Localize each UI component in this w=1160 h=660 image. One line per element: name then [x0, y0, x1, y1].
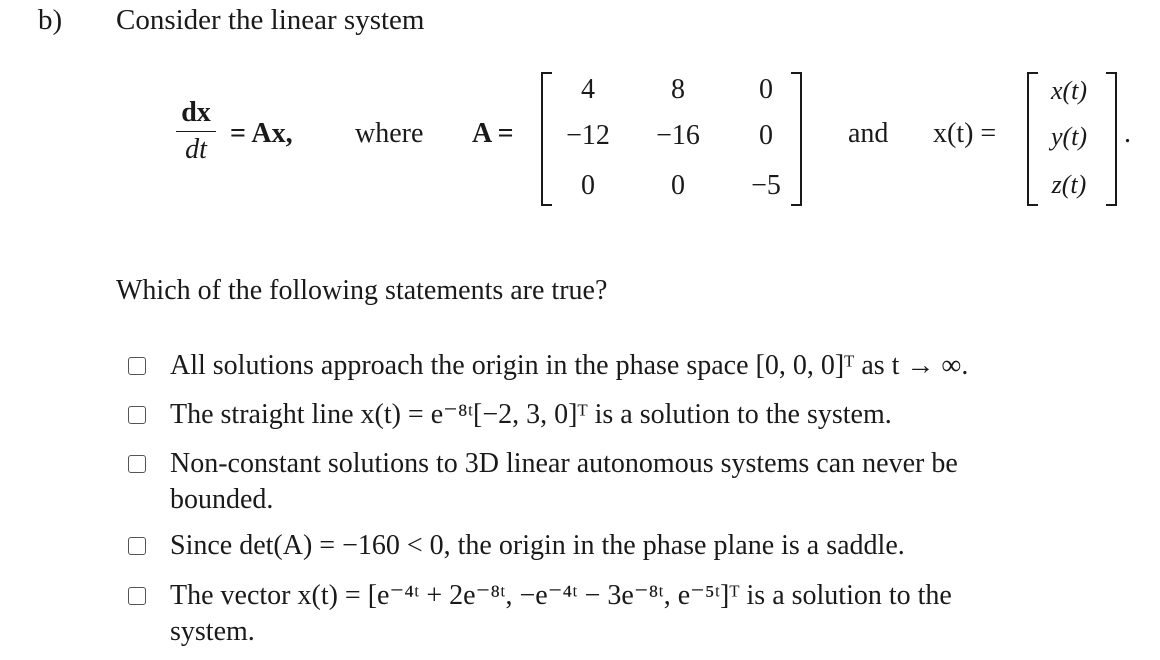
intro-text: Consider the linear system [116, 4, 425, 36]
question-text: Which of the following statements are true? [116, 275, 608, 306]
option-checkbox[interactable] [128, 587, 146, 605]
matrix-left-bracket [541, 72, 552, 206]
option-text: Non-constant solutions to 3D linear autonomous systems can never be [170, 448, 958, 479]
and-word: and [848, 118, 889, 149]
option-text: The straight line x(t) = e⁻⁸ᵗ[−2, 3, 0]ᵀ is a solution to the system. [170, 399, 892, 430]
matrix-cell: 0 [581, 170, 595, 201]
matrix-label: A = [472, 118, 514, 149]
matrix-cell: −16 [656, 120, 700, 151]
option-text: All solutions approach the origin in the phase space [0, 0, 0]ᵀ as t → ∞. [170, 350, 969, 381]
equation-period: . [1124, 118, 1131, 149]
vector-entry: y(t) [1050, 122, 1088, 151]
fraction-denominator: dt [185, 134, 207, 165]
matrix-cell: 8 [671, 74, 685, 105]
matrix-cell: 0 [759, 74, 773, 105]
vector-entry: x(t) [1050, 76, 1088, 105]
option-checkbox[interactable] [128, 455, 146, 473]
option-checkbox[interactable] [128, 357, 146, 375]
where-word: where [355, 118, 424, 149]
vector-right-bracket [1106, 72, 1117, 206]
option-text: Since det(A) = −160 < 0, the origin in the phase plane is a saddle. [170, 530, 905, 561]
vector-entry: z(t) [1051, 170, 1087, 199]
option-checkbox[interactable] [128, 537, 146, 555]
option-text-continued: bounded. [170, 484, 274, 515]
fraction-numerator: dx [181, 97, 211, 128]
vector-label: x(t) = [933, 118, 997, 149]
matrix-cell: 0 [671, 170, 685, 201]
matrix-cell: −5 [751, 170, 781, 201]
derivative-fraction [176, 98, 216, 165]
matrix-cell: 4 [581, 74, 595, 105]
fraction-bar [176, 131, 216, 132]
matrix-cell: 0 [759, 120, 773, 151]
part-label: b) [38, 4, 63, 36]
equation-rhs: = Ax, [230, 118, 293, 149]
matrix-cell: −12 [566, 120, 610, 151]
option-checkbox[interactable] [128, 406, 146, 424]
option-text: The vector x(t) = [e⁻⁴ᵗ + 2e⁻⁸ᵗ, −e⁻⁴ᵗ − 3e⁻⁸ᵗ, e⁻⁵ᵗ]ᵀ is a solution to the [170, 580, 952, 611]
option-text-continued: system. [170, 616, 255, 647]
